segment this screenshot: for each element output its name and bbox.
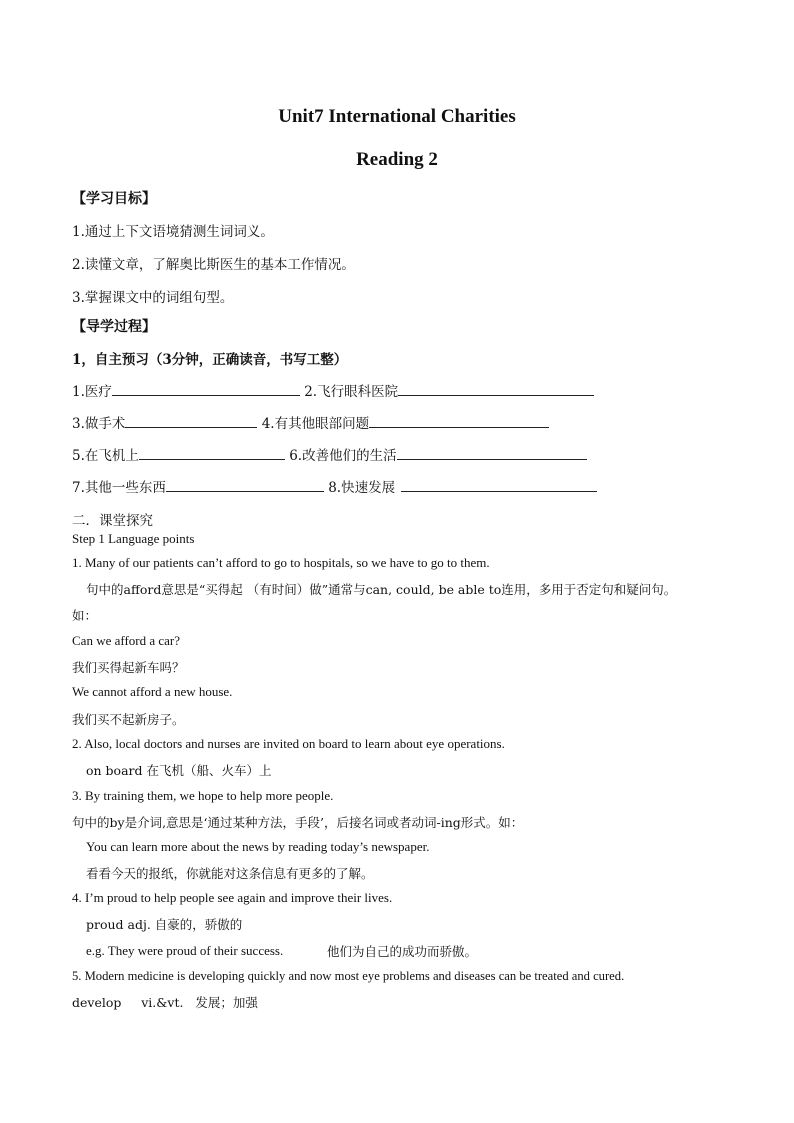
point-4-word: proud adj. 自豪的，骄傲的: [86, 917, 243, 932]
vocab-prompt: 7.其他一些东西: [72, 480, 166, 496]
class-heading: 二．课堂探究: [72, 513, 153, 529]
vocab-row: [72, 476, 597, 496]
point-4: 4. I’m proud to help people see again and improve their lives.: [72, 890, 393, 905]
process-heading: 【导学过程】: [72, 319, 156, 335]
point-1: 1. Many of our patients can’t afford to go to hospitals, so we have to go to them.: [72, 555, 490, 570]
answer-blank[interactable]: [397, 445, 587, 460]
vocab-prompt: 8.快速发展: [328, 480, 396, 496]
objective-item: 2.读懂文章，了解奥比斯医生的基本工作情况。: [72, 257, 355, 273]
example-label: 如：: [72, 608, 98, 623]
step-heading: Step 1 Language points: [72, 531, 195, 546]
vocab-prompt: 5.在飞机上: [72, 448, 139, 464]
answer-blank[interactable]: [125, 413, 257, 428]
example-cn: 我们买不起新房子。: [72, 712, 185, 727]
vocab-row: [72, 412, 549, 432]
answer-blank[interactable]: [166, 477, 324, 492]
vocab-prompt: 4.有其他眼部问题: [261, 416, 370, 432]
answer-blank[interactable]: [112, 381, 300, 396]
page-subtitle: Reading 2: [356, 149, 438, 170]
point-1-note: 句中的afford意思是“买得起 （有时间）做”通常与can, could, be able to连用，多用于否定句和疑问句。: [86, 582, 677, 597]
example-cn: 我们买得起新车吗？: [72, 660, 185, 675]
answer-blank[interactable]: [398, 381, 594, 396]
objectives-heading: 【学习目标】: [72, 191, 156, 207]
point-2-note: on board 在飞机（船、火车）上: [86, 763, 272, 778]
vocab-prompt: 1.医疗: [72, 384, 112, 400]
vocab-prompt: 2.飞行眼科医院: [304, 384, 399, 400]
preview-heading: 1，自主预习（3分钟，正确读音，书写工整）: [72, 352, 348, 368]
vocab-row: [72, 380, 594, 400]
point-3: 3. By training them, we hope to help more people.: [72, 788, 334, 803]
point-5: 5. Modern medicine is developing quickly and now most eye problems and diseases can be treated and cured.: [72, 969, 625, 983]
example-en: We cannot afford a new house.: [72, 684, 233, 699]
answer-blank[interactable]: [139, 445, 285, 460]
page-title: Unit7 International Charities: [278, 106, 516, 127]
example-cn: 他们为自己的成功而骄傲。: [327, 944, 478, 959]
point-3-note: 句中的by是介词,意思是‘通过某种方法，手段’，后接名词或者动词-ing形式。如：: [72, 815, 524, 830]
objective-item: 1.通过上下文语境猜测生词词义。: [72, 224, 274, 240]
answer-blank[interactable]: [401, 477, 597, 492]
vocab-row: [72, 444, 587, 464]
point-2: 2. Also, local doctors and nurses are invited on board to learn about eye operations.: [72, 736, 505, 751]
answer-blank[interactable]: [369, 413, 549, 428]
example-cn: 看看今天的报纸，你就能对这条信息有更多的了解。: [86, 866, 374, 881]
example-en: Can we afford a car?: [72, 633, 181, 648]
example-en: e.g. They were proud of their success.: [86, 943, 284, 958]
point-5-word: develop vi.&vt. 发展；加强: [72, 995, 258, 1010]
vocab-prompt: 3.做手术: [72, 416, 126, 432]
objective-item: 3.掌握课文中的词组句型。: [72, 290, 234, 306]
vocab-prompt: 6.改善他们的生活: [289, 448, 397, 464]
example-en: You can learn more about the news by reading today’s newspaper.: [86, 839, 430, 854]
